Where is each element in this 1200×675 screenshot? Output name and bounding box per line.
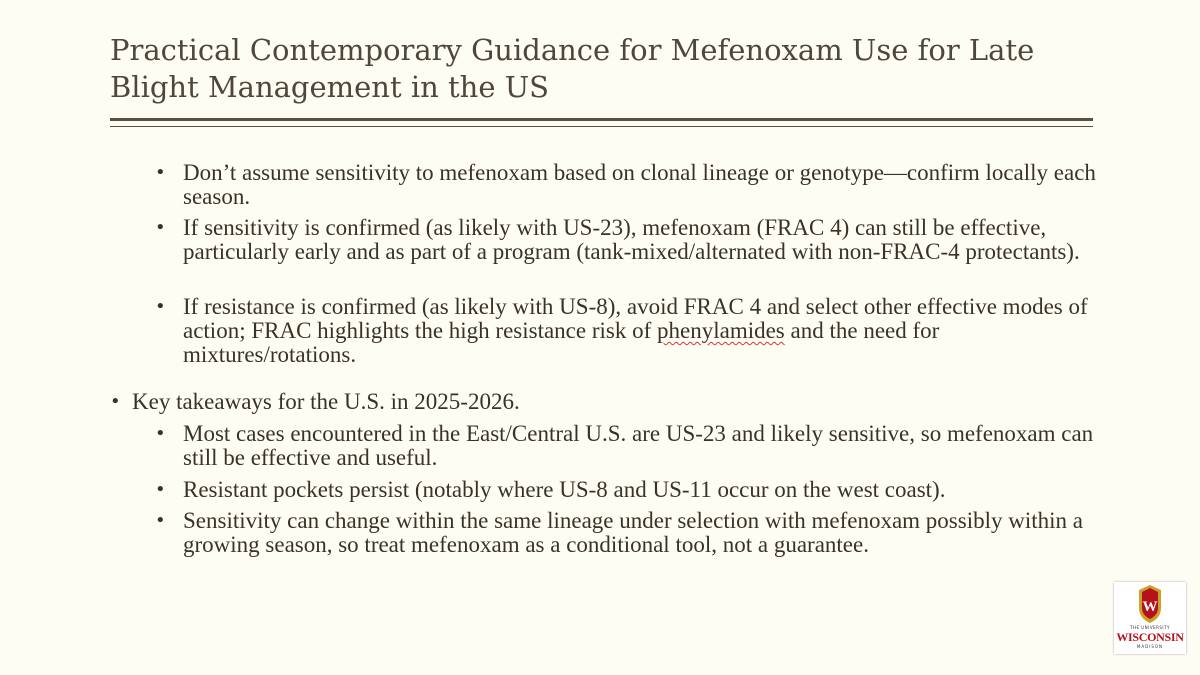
crest-icon: [1114, 582, 1186, 626]
crest-letter: W: [1142, 599, 1158, 615]
logo-sub-text: MADISON: [1136, 644, 1164, 649]
title-rule-thin: [110, 126, 1093, 127]
bullet-resistance-confirmed: [183, 295, 1103, 367]
bullet-sensitivity-confirmed: If sensitivity is confirmed (as likely with US-23), mefenoxam (FRAC 4) can still be effective, particularly early and as part of a program (tank-mixed/alternated with non-FRAC-4 protectants).: [183, 215, 1080, 264]
bullet-text-part: and the need for mixtures/rotations.: [183, 318, 940, 367]
bullet-glyph: •: [155, 479, 166, 500]
slide-title: Practical Contemporary Guidance for Mefenoxam Use for Late Blight Management in the US: [110, 33, 1035, 104]
bullet-glyph: •: [155, 296, 166, 317]
spellcheck-flagged-word[interactable]: phenylamides: [657, 318, 785, 343]
logo-main-text: WISCONSIN: [1116, 630, 1184, 644]
logo-top-text: THE UNIVERSITY: [1130, 625, 1170, 630]
bullet-key-takeaways: Key takeaways for the U.S. in 2025-2026.: [132, 389, 520, 414]
bullet-east-central-cases: Most cases encountered in the East/Central U.S. are US-23 and likely sensitive, so mefenoxam can still be effective and useful.: [183, 421, 1094, 470]
bullet-glyph: •: [155, 510, 166, 531]
bullet-glyph: •: [155, 423, 166, 444]
bullet-glyph: •: [110, 391, 121, 412]
bullet-sensitivity-assumption: Don’t assume sensitivity to mefenoxam based on clonal lineage or genotype—confirm locally each season.: [183, 160, 1096, 209]
university-logo: [1114, 582, 1186, 654]
bullet-glyph: •: [155, 217, 166, 238]
title-rule-thick: [110, 118, 1093, 121]
bullet-glyph: •: [155, 162, 166, 183]
bullet-resistant-pockets: Resistant pockets persist (notably where US-8 and US-11 occur on the west coast).: [183, 477, 946, 502]
bullet-sensitivity-change: Sensitivity can change within the same lineage under selection with mefenoxam possibly within a growing season, so treat mefenoxam as a conditional tool, not a guarantee.: [183, 508, 1083, 557]
bullet-text-part: If resistance is confirmed (as likely with US-8), avoid FRAC 4 and select other effective modes of action; FRAC highlights the high resistance risk of: [183, 294, 1088, 343]
